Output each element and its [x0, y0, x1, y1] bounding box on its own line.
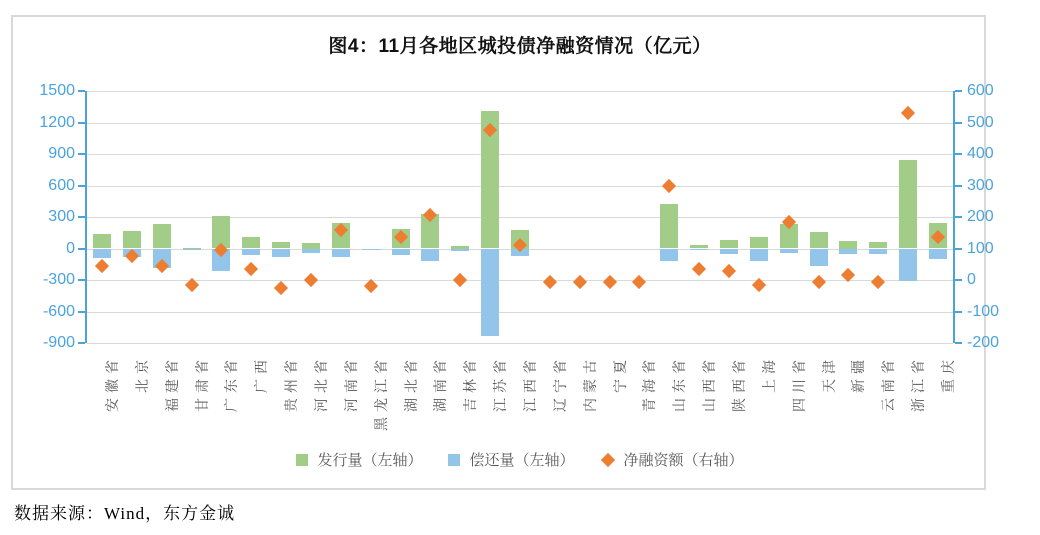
x-axis-label: 天津 [820, 355, 837, 393]
bar-repayment [451, 249, 469, 251]
legend-label: 发行量（左轴） [317, 452, 423, 469]
x-axis-label: 甘肃省 [193, 355, 210, 412]
x-axis-label: 福建省 [163, 355, 180, 412]
x-axis-label: 湖北省 [402, 355, 419, 412]
plot-area [13, 17, 1000, 488]
bar-repayment [780, 249, 798, 254]
left-axis-tick-label: -900 [42, 334, 75, 351]
x-axis-label: 广西 [253, 355, 270, 393]
net-financing-diamond-icon [632, 274, 646, 288]
x-axis-label: 广东省 [223, 355, 240, 412]
net-financing-diamond-icon [95, 259, 109, 273]
x-axis-label: 云南省 [880, 355, 897, 412]
bar-repayment [421, 249, 439, 261]
x-axis-label: 上海 [760, 355, 777, 393]
bar-repayment [839, 249, 857, 255]
left-axis-tick-label: 900 [48, 145, 75, 162]
left-axis-tick-label: 0 [66, 239, 75, 257]
gridline [87, 91, 953, 92]
gridline [87, 123, 953, 124]
bar-issuance [93, 234, 111, 248]
bar-repayment [481, 249, 499, 337]
net-financing-diamond-icon [901, 106, 915, 120]
x-axis-label: 新疆 [850, 355, 867, 393]
net-financing-diamond-icon [304, 273, 318, 287]
net-financing-diamond-icon [543, 274, 557, 288]
bar-issuance [899, 160, 917, 248]
legend-label: 偿还量（左轴） [469, 452, 575, 469]
net-financing-diamond-icon [662, 178, 676, 192]
legend-item-repayment [448, 449, 574, 470]
net-financing-diamond-icon [453, 273, 467, 287]
right-axis-tick-label: 100 [967, 239, 994, 257]
net-financing-diamond-icon [692, 262, 706, 276]
x-axis-label: 江西省 [522, 355, 538, 412]
net-financing-diamond-icon [364, 279, 378, 293]
gridline [87, 312, 953, 313]
diamond-marker-icon [600, 452, 614, 466]
right-axis-tick-label: 200 [967, 208, 994, 225]
bar-issuance [153, 224, 171, 249]
left-axis-tick-label: -300 [42, 271, 75, 288]
right-axis-tick [955, 90, 962, 92]
x-axis-label: 黑龙江省 [372, 355, 389, 431]
gridline [87, 154, 953, 155]
x-axis-label: 安徽省 [103, 355, 120, 412]
left-axis-tick-label: 300 [48, 208, 75, 225]
bar-repayment [929, 249, 947, 260]
legend-item-issuance [296, 449, 422, 470]
right-axis-tick [955, 122, 962, 124]
bar-issuance [810, 232, 828, 249]
bar-repayment [93, 249, 111, 259]
right-axis-tick [955, 248, 962, 250]
x-axis-label: 河南省 [342, 355, 359, 412]
bar-issuance [242, 237, 260, 248]
x-axis-label: 河北省 [312, 355, 329, 412]
gridline [87, 186, 953, 187]
bar-repayment [720, 249, 738, 255]
bar-issuance [750, 237, 768, 248]
bar-repayment [272, 249, 290, 257]
bar-issuance [123, 231, 141, 248]
bar-repayment [392, 249, 410, 255]
left-axis-tick [78, 122, 85, 124]
x-axis-label: 山西省 [701, 355, 718, 412]
bar-repayment [183, 249, 201, 251]
bar-repayment [750, 249, 768, 262]
left-axis-tick [78, 279, 85, 281]
left-axis-tick [78, 311, 85, 313]
right-axis-tick-label: 600 [967, 82, 994, 99]
x-axis-label: 宁夏 [611, 355, 628, 393]
net-financing-diamond-icon [244, 262, 258, 276]
right-axis-tick [955, 185, 962, 187]
left-axis-tick-label: 600 [48, 176, 75, 194]
right-axis-tick [955, 216, 962, 218]
x-axis-label: 江苏省 [492, 355, 509, 412]
x-axis-label: 湖南省 [432, 355, 449, 412]
net-financing-diamond-icon [871, 274, 885, 288]
x-axis-label: 四川省 [790, 355, 807, 412]
legend [87, 449, 953, 470]
left-axis-tick [78, 248, 85, 250]
bar-repayment [810, 249, 828, 266]
gridline [87, 343, 953, 344]
net-financing-diamond-icon [722, 263, 736, 277]
x-axis-label: 浙江省 [910, 355, 927, 412]
x-axis-label: 陕西省 [731, 355, 748, 412]
bar-issuance [660, 204, 678, 248]
net-financing-diamond-icon [274, 281, 288, 295]
bar-issuance [720, 240, 738, 248]
bar-repayment [899, 249, 917, 282]
right-axis-tick [955, 153, 962, 155]
right-axis-tick-label: 0 [967, 271, 976, 288]
left-axis-tick-label: 1200 [39, 113, 75, 131]
x-axis-label: 北京 [133, 355, 150, 393]
legend-item-net [601, 449, 744, 470]
chart-title: 图4：11月各地区城投债净融资情况（亿元） [328, 36, 712, 57]
chart-frame [11, 15, 1000, 490]
right-axis-tick [955, 342, 962, 344]
left-axis-tick [78, 342, 85, 344]
net-financing-diamond-icon [812, 274, 826, 288]
net-financing-diamond-icon [573, 274, 587, 288]
x-axis-label: 重庆 [940, 355, 957, 393]
source-note: 数据来源：Wind，东方金诚 [14, 504, 236, 523]
right-axis-tick-label: 500 [967, 113, 994, 131]
x-axis-label: 山东省 [671, 355, 688, 412]
left-axis-line [85, 91, 87, 343]
x-axis-label: 青海省 [641, 355, 658, 412]
left-axis-tick [78, 216, 85, 218]
bar-repayment [242, 249, 260, 256]
right-axis-tick-label: -200 [967, 334, 1000, 351]
bar-repayment [362, 249, 380, 251]
net-financing-diamond-icon [603, 274, 617, 288]
left-axis-tick-label: 1500 [39, 82, 75, 99]
x-axis-label: 辽宁省 [551, 355, 568, 412]
right-axis-tick [955, 311, 962, 313]
bar-swatch-icon [448, 454, 460, 466]
legend-label: 净融资额（右轴） [623, 452, 744, 469]
right-axis-tick [955, 279, 962, 281]
x-axis-label: 贵州省 [283, 355, 300, 412]
left-axis-tick [78, 153, 85, 155]
x-axis-label: 内蒙古 [581, 355, 598, 412]
x-axis-label: 吉林省 [462, 355, 479, 412]
bar-issuance [839, 241, 857, 249]
bar-repayment [690, 249, 708, 250]
right-axis-tick-label: -100 [967, 302, 1000, 320]
bar-repayment [332, 249, 350, 258]
bar-repayment [302, 249, 320, 253]
left-axis-tick-label: -600 [42, 302, 75, 320]
right-axis-tick-label: 400 [967, 145, 994, 162]
bar-swatch-icon [296, 454, 308, 466]
right-axis-tick-label: 300 [967, 176, 994, 194]
bar-repayment [660, 249, 678, 262]
bar-repayment [869, 249, 887, 255]
left-axis-tick [78, 90, 85, 92]
left-axis-tick [78, 185, 85, 187]
